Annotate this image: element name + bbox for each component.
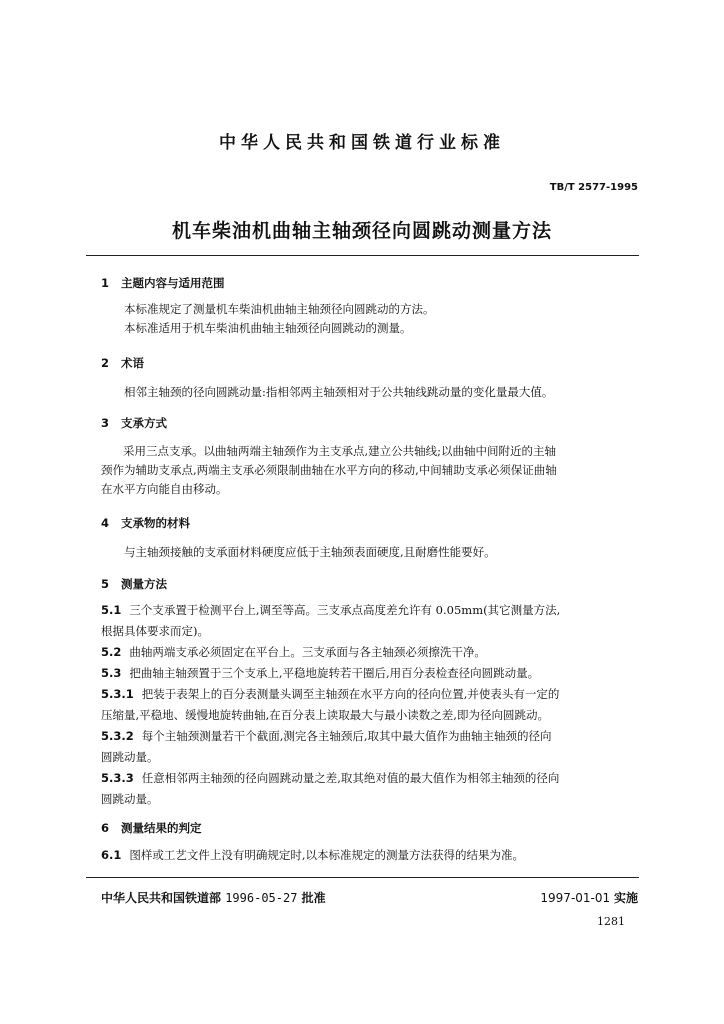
issuer-title: 中华人民共和国铁道行业标准 [219,133,505,153]
section-title: 测量方法 [121,577,167,591]
clause-line: 圆跳动量。 [101,750,159,764]
section-number: 5 [101,577,110,591]
paragraph-line: 本标准规定了测量机车柴油机曲轴主轴颈径向圆跳动的方法。 [124,302,435,316]
clause-line: 每个主轴颈测量若干个截面,测完各主轴颈后,取其中最大值作为曲轴主轴颈的径向 [141,729,552,743]
clause-line: 三个支承置于检测平台上,调至等高。三支承点高度差允许有 0.05mm(其它测量方法, [129,603,561,617]
section-number: 3 [101,416,110,430]
paragraph [101,442,641,499]
approval-line [101,889,326,906]
clause [101,600,641,642]
clause [101,663,641,684]
section-heading [101,576,167,592]
clause-line: 任意相邻两主轴颈的径向圆跳动量之差,取其绝对值的最大值作为相邻主轴颈的径向 [141,771,560,785]
approval-org: 中华人民共和国铁道部 [101,891,222,905]
implementation-date: 1997-01-01 [540,891,611,905]
clause-line: 把装于表架上的百分表测量头调至主轴颈在水平方向的径向位置,并使表头有一定的 [141,687,560,701]
section-heading [101,275,225,291]
section-number: 2 [101,356,110,370]
document-title: 机车柴油机曲轴主轴颈径向圆跳动测量方法 [171,220,552,242]
section-heading [101,820,202,836]
section-number: 1 [101,276,110,290]
section-number: 6 [101,821,110,835]
clause [101,642,641,663]
clause-line: 曲轴两端支承必须固定在平台上。三支承面与各主轴颈必须擦洗干净。 [129,645,486,659]
clause-number: 5.3.3 [101,771,134,785]
section-title: 支承方式 [121,416,167,430]
clause-line: 根据具体要求而定)。 [101,624,209,638]
clause-line: 压缩量,平稳地、缓慢地旋转曲轴,在百分表上读取最大与最小读数之差,即为径向圆跳动。 [101,708,549,722]
approval-suffix: 批准 [301,891,326,905]
paragraph-line: 颈作为辅助支承点,两端主支承必须限制曲轴在水平方向的移动,中间辅助支承必须保证曲轴 [101,463,557,477]
implementation-line [540,889,638,906]
clause-number: 5.2 [101,645,122,659]
section-title: 术语 [121,356,144,370]
clause [101,684,641,726]
clause-line: 把曲轴主轴颈置于三个支承上,平稳地旋转若干圈后,用百分表检查径向圆跳动量。 [129,666,540,680]
paragraph [124,300,640,338]
paragraph [124,543,640,562]
section-title: 主题内容与适用范围 [121,276,225,290]
clause-number: 5.1 [101,603,122,617]
clause [101,768,641,810]
section-title: 支承物的材料 [121,516,190,530]
clause-number: 5.3 [101,666,122,680]
paragraph-line: 在水平方向能自由移动。 [101,482,228,496]
implementation-suffix: 实施 [613,891,638,905]
header-rule [86,255,639,256]
section-heading [101,355,144,371]
clause [101,845,641,866]
clause-number: 5.3.2 [101,729,134,743]
paragraph-line: 与主轴颈接触的支承面材料硬度应低于主轴颈表面硬度,且耐磨性能要好。 [124,545,496,559]
standard-code: TB/T 2577-1995 [549,182,638,193]
paragraph-line: 相邻主轴颈的径向圆跳动量:指相邻两主轴颈相对于公共轴线跳动量的变化量最大值。 [124,385,554,399]
section-number: 4 [101,516,110,530]
clause-line: 圆跳动量。 [101,792,159,806]
approval-date: 1996-05-27 [225,891,298,905]
paragraph-line: 本标准适用于机车柴油机曲轴主轴颈径向圆跳动的测量。 [124,321,412,335]
clause-line: 图样或工艺文件上没有明确规定时,以本标准规定的测量方法获得的结果为准。 [129,848,525,862]
clause-number: 6.1 [101,848,122,862]
section-heading [101,515,190,531]
section-title: 测量结果的判定 [121,821,202,835]
page-number: 1281 [597,915,625,928]
footer-rule [86,877,639,878]
paragraph-line: 采用三点支承。以曲轴两端主轴颈作为主支承点,建立公共轴线;以曲轴中间附近的主轴 [123,444,557,458]
clause [101,726,641,768]
section-heading [101,415,167,431]
paragraph [124,383,640,402]
clause-number: 5.3.1 [101,687,134,701]
